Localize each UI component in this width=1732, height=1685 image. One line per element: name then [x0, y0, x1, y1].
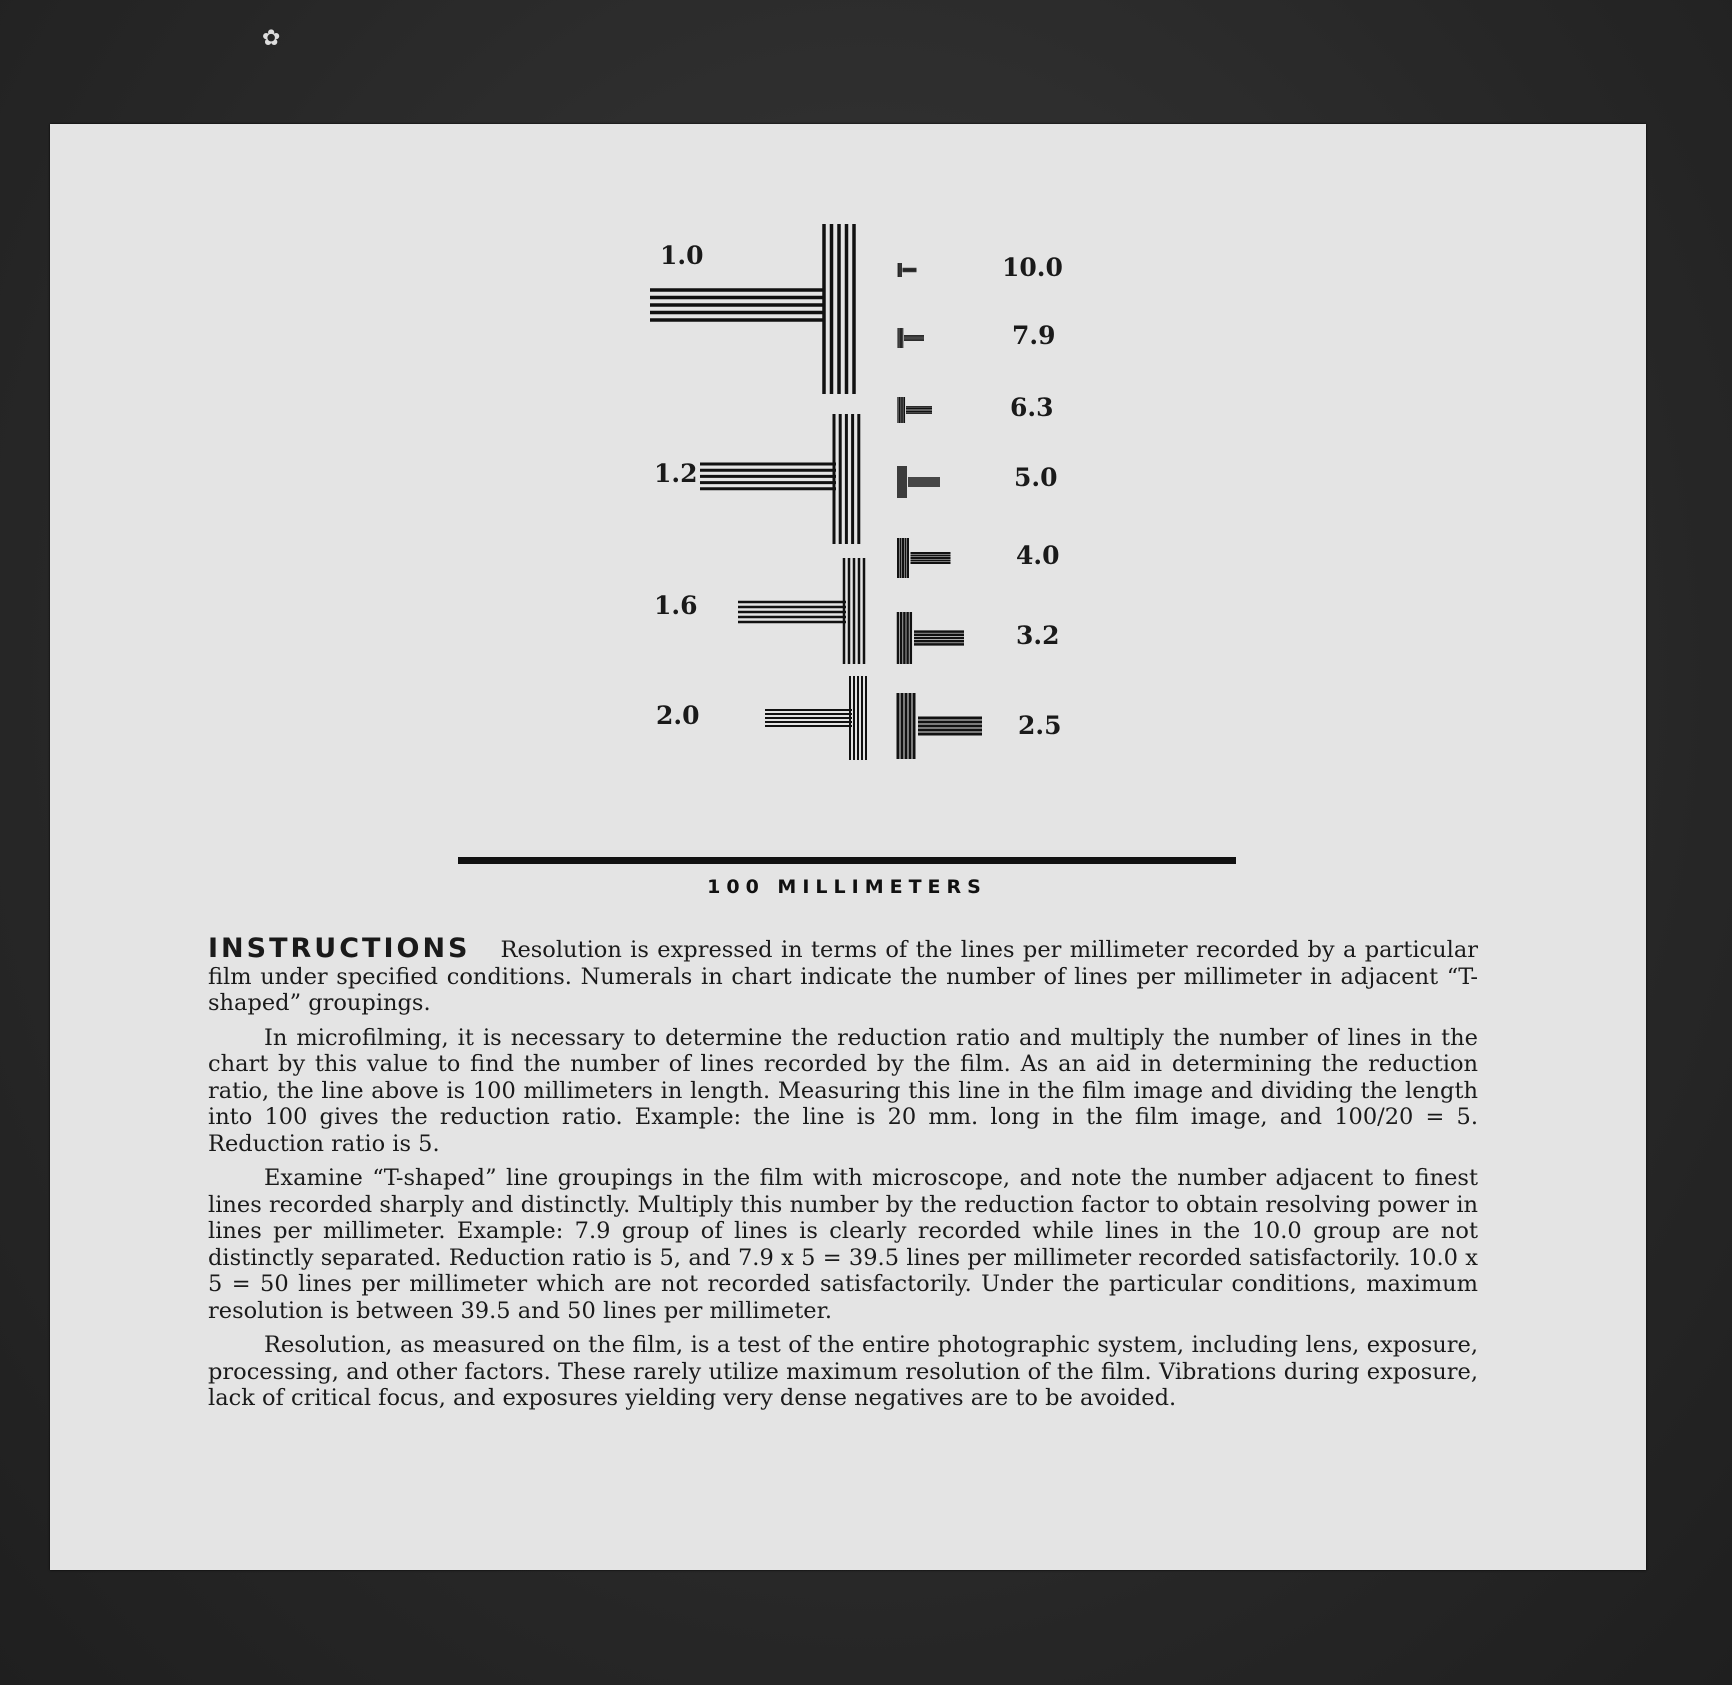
instructions-paragraph-3: Examine “T-shaped” line groupings in the film with microscope, and note the number adjacent to finest lines recorded sharply and distinctly. Multiply this number by the reduction factor to obtain resolving power in lines per millimeter. Example: 7.9 group of lines is clearly recorded while lines in the 10.0 group are not distinctly separated. Reduction ratio is 5, and 7.9 x 5 = 39.5 lines per millimeter recorded satisfactorily. 10.0 x 5 = 50 lines per millimeter which are not recorded satisfactorily. Under the particular conditions, maximum resolution is between 39.5 and 50 lines per millimeter. [208, 1165, 1478, 1324]
instructions-text [208, 933, 1478, 1420]
left-label-1.2: 1.2 [654, 459, 698, 488]
instructions-paragraph-4: Resolution, as measured on the film, is a test of the entire photographic system, including lens, exposure, processing, and other factors. These rarely utilize maximum resolution of the film. Vibrations during exposure, lack of critical focus, and exposures yielding very dense negatives are to be avoided. [208, 1332, 1478, 1411]
left-label-1.0: 1.0 [660, 241, 704, 270]
right-label-7.9: 7.9 [1012, 321, 1056, 350]
instructions-paragraph-1 [208, 933, 1478, 1017]
resolution-chart [50, 124, 1646, 944]
left-label-1.6: 1.6 [654, 591, 698, 620]
right-label-4.0: 4.0 [1016, 541, 1060, 570]
instructions-heading: INSTRUCTIONS [208, 933, 471, 964]
scale-label: 100 MILLIMETERS [707, 876, 987, 898]
left-label-2.0: 2.0 [656, 701, 700, 730]
right-label-5.0: 5.0 [1014, 463, 1058, 492]
right-label-2.5: 2.5 [1018, 711, 1062, 740]
right-label-6.3: 6.3 [1010, 393, 1054, 422]
100-millimeter-scale-line [458, 857, 1236, 864]
resolution-test-card [50, 124, 1646, 1570]
corner-scratch-mark: ✿ [262, 26, 281, 51]
right-label-3.2: 3.2 [1016, 621, 1060, 650]
right-label-10.0: 10.0 [1002, 253, 1063, 282]
instructions-paragraph-2: In microfilming, it is necessary to determine the reduction ratio and multiply the number of lines in the chart by this value to find the number of lines recorded by the film. As an aid in determining the reduction ratio, the line above is 100 millimeters in length. Measuring this line in the film image and dividing the length into 100 gives the reduction ratio. Example: the line is 20 mm. long in the film image, and 100/20 = 5. Reduction ratio is 5. [208, 1024, 1478, 1157]
instructions-p1-text: Resolution is expressed in terms of the lines per millimeter recorded by a particular film under specified conditions. Numerals in chart indicate the number of lines per millimeter in adjacent “T-shaped” groupings. [208, 937, 1478, 1016]
